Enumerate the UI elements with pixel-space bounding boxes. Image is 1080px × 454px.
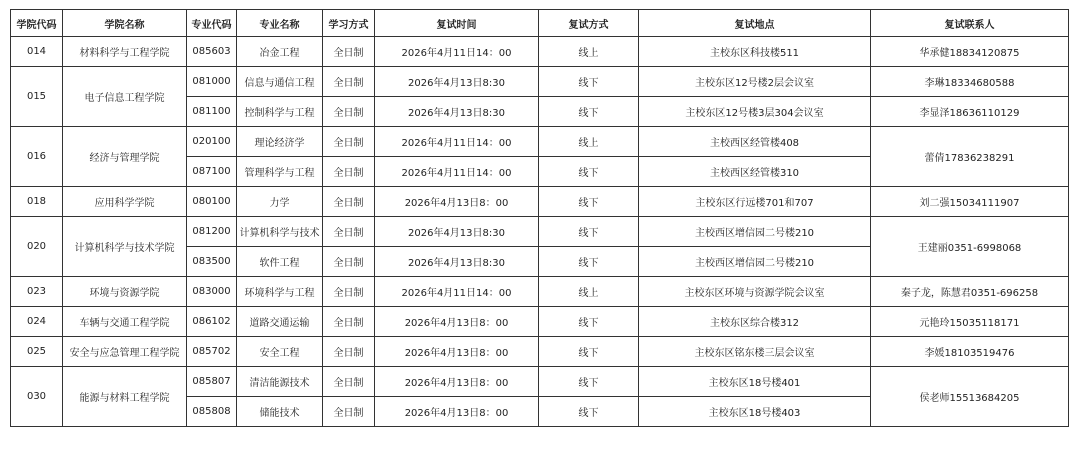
header-retest-place: 复试地点	[639, 10, 871, 37]
college-code: 030	[11, 367, 63, 427]
major-name: 理论经济学	[237, 127, 323, 157]
retest-time: 2026年4月11日14：00	[375, 37, 539, 67]
retest-contact: 刘二强15034111907	[871, 187, 1069, 217]
college-code: 016	[11, 127, 63, 187]
retest-method: 线上	[539, 127, 639, 157]
retest-time: 2026年4月11日14：00	[375, 127, 539, 157]
study-mode: 全日制	[323, 337, 375, 367]
study-mode: 全日制	[323, 187, 375, 217]
retest-time: 2026年4月13日8：00	[375, 307, 539, 337]
schedule-container	[10, 9, 1069, 427]
major-code: 085603	[187, 37, 237, 67]
retest-method: 线下	[539, 367, 639, 397]
college-name: 能源与材料工程学院	[63, 367, 187, 427]
study-mode: 全日制	[323, 277, 375, 307]
major-name: 安全工程	[237, 337, 323, 367]
major-code: 087100	[187, 157, 237, 187]
header-college-code: 学院代码	[11, 10, 63, 37]
retest-time: 2026年4月13日8:30	[375, 97, 539, 127]
major-code: 081100	[187, 97, 237, 127]
table-row	[11, 277, 1069, 307]
retest-method: 线上	[539, 37, 639, 67]
study-mode: 全日制	[323, 67, 375, 97]
major-code: 081000	[187, 67, 237, 97]
retest-place: 主校西区增信园二号楼210	[639, 247, 871, 277]
retest-contact: 侯老师15513684205	[871, 367, 1069, 427]
major-code: 085808	[187, 397, 237, 427]
study-mode: 全日制	[323, 97, 375, 127]
table-row	[11, 37, 1069, 67]
retest-time: 2026年4月13日8:30	[375, 217, 539, 247]
college-name: 安全与应急管理工程学院	[63, 337, 187, 367]
major-name: 软件工程	[237, 247, 323, 277]
retest-method: 线下	[539, 397, 639, 427]
retest-contact: 秦子龙，陈慧君0351-696258	[871, 277, 1069, 307]
major-code: 080100	[187, 187, 237, 217]
table-row	[11, 187, 1069, 217]
table-row	[11, 217, 1069, 247]
table-row	[11, 367, 1069, 397]
college-name: 材料科学与工程学院	[63, 37, 187, 67]
retest-contact: 李显泽18636110129	[871, 97, 1069, 127]
major-name: 力学	[237, 187, 323, 217]
retest-place: 主校西区经管楼310	[639, 157, 871, 187]
study-mode: 全日制	[323, 157, 375, 187]
retest-place: 主校东区环境与资源学院会议室	[639, 277, 871, 307]
header-row	[11, 10, 1069, 37]
retest-place: 主校东区18号楼401	[639, 367, 871, 397]
retest-method: 线下	[539, 217, 639, 247]
study-mode: 全日制	[323, 37, 375, 67]
college-code: 023	[11, 277, 63, 307]
major-name: 道路交通运输	[237, 307, 323, 337]
college-name: 环境与资源学院	[63, 277, 187, 307]
retest-method: 线下	[539, 307, 639, 337]
retest-contact: 蕾倩17836238291	[871, 127, 1069, 187]
study-mode: 全日制	[323, 397, 375, 427]
college-code: 018	[11, 187, 63, 217]
major-name: 管理科学与工程	[237, 157, 323, 187]
retest-place: 主校东区铭东楼三层会议室	[639, 337, 871, 367]
header-major-code: 专业代码	[187, 10, 237, 37]
retest-time: 2026年4月13日8：00	[375, 397, 539, 427]
retest-time: 2026年4月11日14：00	[375, 157, 539, 187]
major-name: 冶金工程	[237, 37, 323, 67]
major-code: 020100	[187, 127, 237, 157]
retest-time: 2026年4月13日8:30	[375, 247, 539, 277]
retest-method: 线下	[539, 157, 639, 187]
header-college-name: 学院名称	[63, 10, 187, 37]
major-name: 控制科学与工程	[237, 97, 323, 127]
retest-contact: 李媛18103519476	[871, 337, 1069, 367]
retest-time: 2026年4月13日8：00	[375, 367, 539, 397]
retest-place: 主校西区经管楼408	[639, 127, 871, 157]
major-code: 086102	[187, 307, 237, 337]
retest-place: 主校东区12号楼3层304会议室	[639, 97, 871, 127]
major-code: 085702	[187, 337, 237, 367]
header-retest-time: 复试时间	[375, 10, 539, 37]
college-name: 计算机科学与技术学院	[63, 217, 187, 277]
college-code: 015	[11, 67, 63, 127]
header-retest-contact: 复试联系人	[871, 10, 1069, 37]
retest-time: 2026年4月13日8：00	[375, 187, 539, 217]
major-code: 083500	[187, 247, 237, 277]
table-row	[11, 67, 1069, 97]
major-code: 085807	[187, 367, 237, 397]
major-name: 清洁能源技术	[237, 367, 323, 397]
college-code: 014	[11, 37, 63, 67]
retest-method: 线下	[539, 97, 639, 127]
retest-method: 线下	[539, 337, 639, 367]
retest-contact: 元艳玲15035118171	[871, 307, 1069, 337]
retest-place: 主校东区行远楼701和707	[639, 187, 871, 217]
study-mode: 全日制	[323, 367, 375, 397]
retest-method: 线下	[539, 247, 639, 277]
study-mode: 全日制	[323, 307, 375, 337]
major-name: 计算机科学与技术	[237, 217, 323, 247]
college-name: 车辆与交通工程学院	[63, 307, 187, 337]
retest-method: 线下	[539, 67, 639, 97]
college-code: 020	[11, 217, 63, 277]
major-code: 083000	[187, 277, 237, 307]
major-code: 081200	[187, 217, 237, 247]
college-code: 024	[11, 307, 63, 337]
college-name: 应用科学学院	[63, 187, 187, 217]
header-retest-method: 复试方式	[539, 10, 639, 37]
retest-contact: 李琳18334680588	[871, 67, 1069, 97]
major-name: 储能技术	[237, 397, 323, 427]
retest-schedule-table	[10, 9, 1069, 427]
retest-time: 2026年4月13日8：00	[375, 337, 539, 367]
retest-place: 主校东区综合楼312	[639, 307, 871, 337]
retest-contact: 华承健18834120875	[871, 37, 1069, 67]
major-name: 信息与通信工程	[237, 67, 323, 97]
college-name: 经济与管理学院	[63, 127, 187, 187]
study-mode: 全日制	[323, 217, 375, 247]
header-major-name: 专业名称	[237, 10, 323, 37]
retest-contact: 王建丽0351-6998068	[871, 217, 1069, 277]
study-mode: 全日制	[323, 127, 375, 157]
table-row	[11, 127, 1069, 157]
retest-place: 主校东区18号楼403	[639, 397, 871, 427]
retest-method: 线上	[539, 277, 639, 307]
retest-place: 主校东区科技楼511	[639, 37, 871, 67]
college-name: 电子信息工程学院	[63, 67, 187, 127]
retest-place: 主校西区增信园二号楼210	[639, 217, 871, 247]
retest-time: 2026年4月13日8:30	[375, 67, 539, 97]
retest-method: 线下	[539, 187, 639, 217]
college-code: 025	[11, 337, 63, 367]
retest-place: 主校东区12号楼2层会议室	[639, 67, 871, 97]
header-study-mode: 学习方式	[323, 10, 375, 37]
retest-time: 2026年4月11日14：00	[375, 277, 539, 307]
table-row	[11, 307, 1069, 337]
major-name: 环境科学与工程	[237, 277, 323, 307]
study-mode: 全日制	[323, 247, 375, 277]
table-row	[11, 337, 1069, 367]
